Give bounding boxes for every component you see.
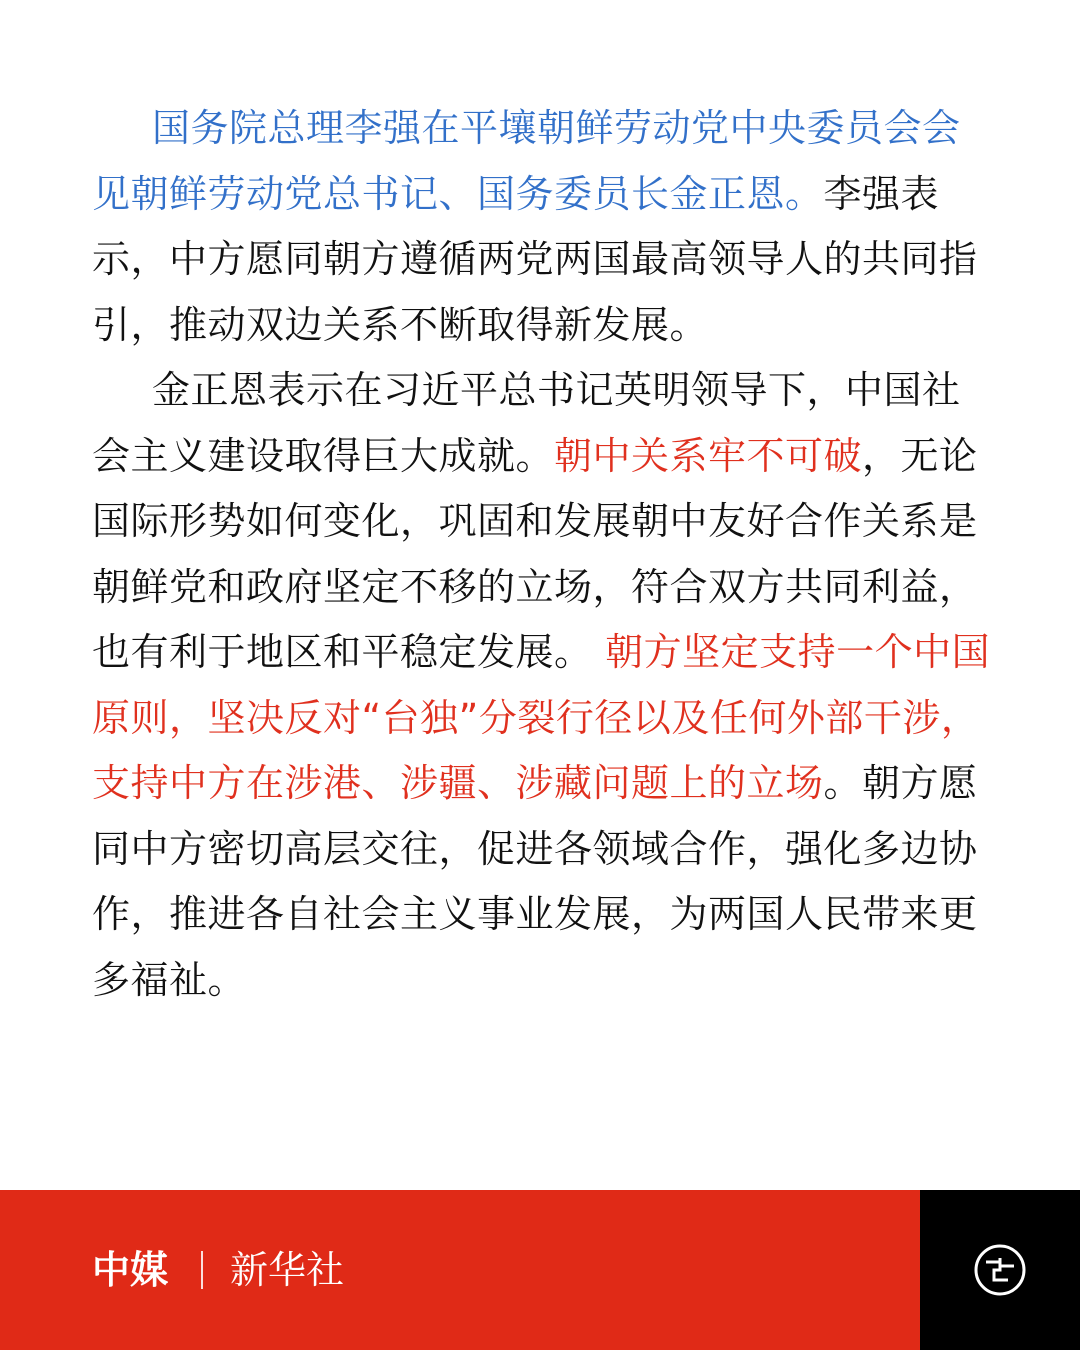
paragraph-2 xyxy=(92,358,992,1013)
footer-logo-area xyxy=(920,1190,1080,1350)
brand-divider xyxy=(201,1251,203,1289)
circle-logo-icon xyxy=(972,1242,1028,1298)
highlight-red-text: 朝方坚定支持一个中国原则，坚决反对“台独”分裂行径以及任何外部干涉，支持中方在涉港、涉疆、涉藏问题上的立场 xyxy=(92,630,991,805)
news-source: 新华社 xyxy=(230,1248,345,1292)
body-text: ，无论国际形势如何变化，巩固和发展朝中友好合作关系是朝鲜党和政府坚定不移的立场，符合双方共同利益，也有利于地区和平稳定发展。 xyxy=(92,433,978,674)
paragraph-1 xyxy=(92,96,992,358)
highlight-red-text: 朝中关系牢不可破 xyxy=(554,433,863,478)
footer-bar xyxy=(0,1190,1080,1350)
footer-brand-area xyxy=(0,1190,920,1350)
brand-name: 中媒 xyxy=(92,1248,169,1292)
body-text: 李强表示，中方愿同朝方遵循两党两国最高领导人的共同指引，推动双边关系不断取得新发展。 xyxy=(92,171,978,347)
body-text: 。朝方愿同中方密切高层交往，促进各领域合作，强化多边协作，推进各自社会主义事业发展，为两国人民带来更多福祉。 xyxy=(92,761,978,1002)
highlight-blue-text: 国务院总理李强在平壤朝鲜劳动党中央委员会会见朝鲜劳动党总书记、国务委员长金正恩。 xyxy=(92,106,961,216)
body-text: 金正恩表示在习近平总书记英明领导下，中国社会主义建设取得巨大成就。 xyxy=(92,368,961,478)
article-body xyxy=(92,96,992,1013)
